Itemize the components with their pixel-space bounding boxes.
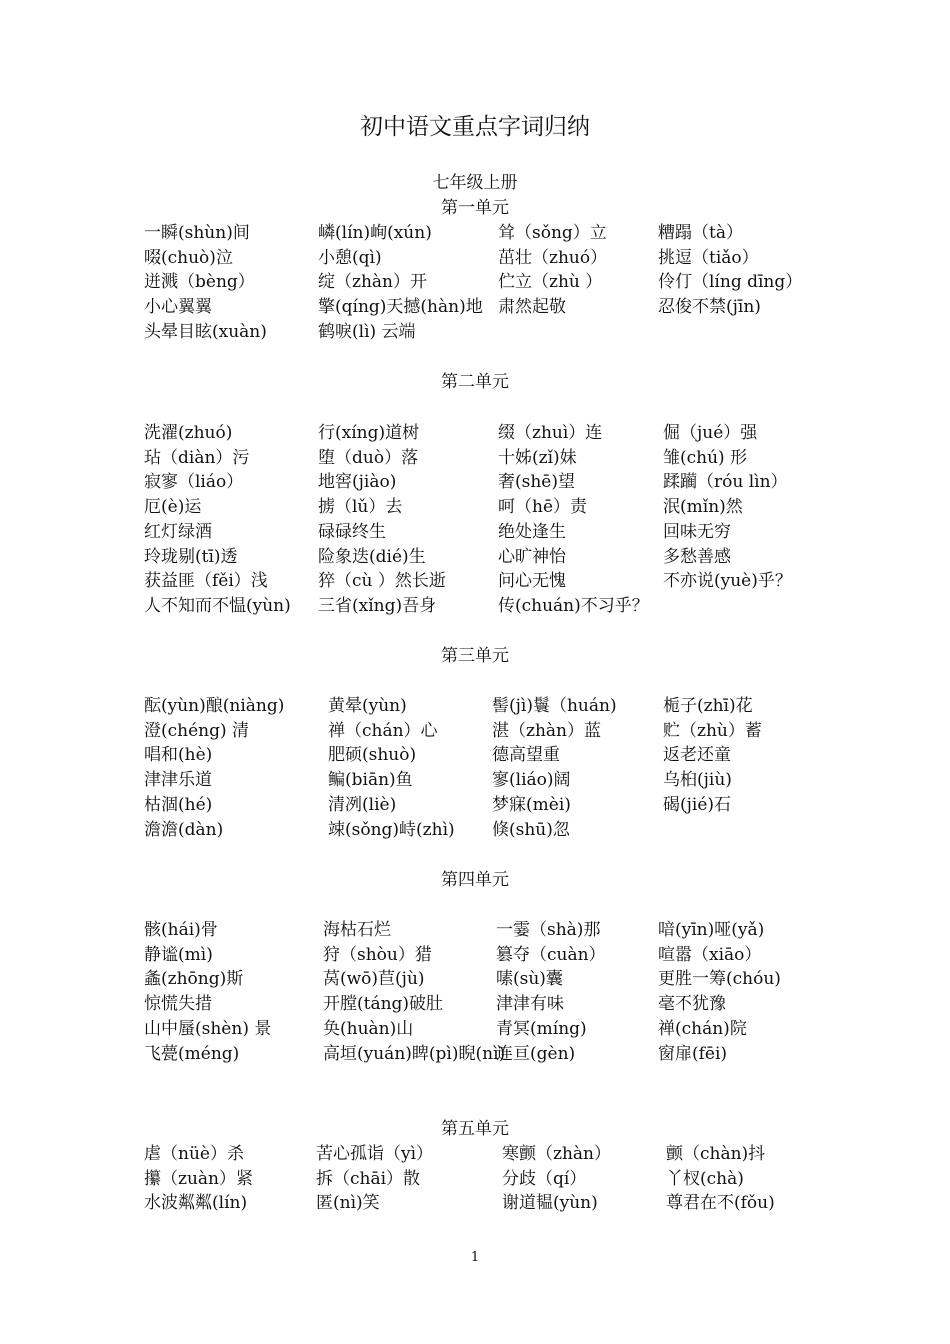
vocab-term: 十姊(zǐ)妹	[498, 447, 577, 468]
vocab-term: 一瞬(shùn)间	[144, 223, 250, 243]
vocab-term: 寒颤（zhàn）	[502, 1144, 611, 1164]
vocab-row	[0, 915, 950, 939]
vocab-term: 掳（lǔ）去	[318, 497, 403, 518]
vocab-term: 迸溅（bèng）	[144, 272, 255, 293]
vocab-term: 传(chuán)不习乎？	[498, 595, 649, 616]
vocab-row	[0, 1014, 950, 1038]
vocab-term: 海枯石烂	[323, 920, 391, 940]
vocab-term: 返老还童	[663, 745, 731, 766]
vocab-term: 湛（zhàn）蓝	[492, 720, 601, 741]
vocab-term: 寂寥（liáo）	[144, 472, 244, 493]
vocab-row	[0, 1164, 950, 1188]
vocab-row	[0, 418, 950, 442]
vocab-term: 开膛(táng)破肚	[323, 994, 444, 1015]
vocab-row	[0, 691, 950, 715]
vocab-term: 倏(shū)忽	[492, 819, 570, 840]
vocab-term: 小憩(qì)	[318, 247, 382, 268]
vocab-row	[0, 517, 950, 541]
vocab-term: 乌桕(jiù)	[663, 770, 732, 791]
vocab-term: 苦心孤诣（yì）	[316, 1144, 434, 1164]
vocab-row	[0, 243, 950, 267]
vocab-term: 惊慌失措	[144, 994, 212, 1015]
vocab-term: 德高望重	[492, 745, 560, 766]
vocab-term: 静谧(mì)	[144, 944, 213, 965]
vocab-term: 挑逗（tiǎo）	[658, 247, 759, 268]
vocab-term: 狩（shòu）猎	[323, 944, 432, 965]
vocab-term: 嗉(sù)囊	[496, 969, 563, 990]
vocab-term: 竦(sǒng)峙(zhì)	[328, 819, 455, 840]
vocab-term: 泯(mǐn)然	[663, 497, 743, 518]
vocab-term: 津津乐道	[144, 770, 212, 791]
vocab-term: 多愁善感	[663, 546, 731, 567]
vocab-term: 连亘(gèn)	[496, 1043, 576, 1064]
vocab-term: 不亦说(yuè)乎？	[663, 571, 792, 592]
vocab-term: 谢道韫(yùn)	[502, 1193, 598, 1214]
vocab-term: 髻(jì)鬟（huán)	[492, 696, 617, 716]
vocab-term: 骸(hái)骨	[144, 920, 218, 940]
vocab-row	[0, 1139, 950, 1163]
vocab-term: 尊君在不(fǒu)	[666, 1193, 775, 1214]
vocab-term: 碣(jié)石	[663, 794, 732, 815]
unit-heading: 第四单元	[441, 870, 509, 890]
vocab-term: 获益匪（fěi）浅	[144, 571, 268, 592]
vocab-term: 小心翼翼	[144, 297, 212, 318]
vocab-row	[0, 964, 950, 988]
vocab-term: 玲珑剔(tī)透	[144, 546, 238, 567]
vocab-row	[0, 492, 950, 516]
vocab-row	[0, 467, 950, 491]
vocab-row	[0, 591, 950, 615]
vocab-term: 肃然起敬	[498, 297, 566, 318]
vocab-term: 螽(zhōng)斯	[144, 969, 244, 990]
vocab-term: 贮（zhù）蓄	[663, 720, 762, 741]
vocab-term: 喑(yīn)哑(yǎ)	[658, 920, 765, 940]
vocab-term: 玷（diàn）污	[144, 447, 250, 468]
vocab-term: 心旷神怡	[498, 546, 566, 567]
vocab-term: 肥硕(shuò)	[328, 745, 417, 766]
vocab-term: 呵（hē）责	[498, 497, 588, 518]
vocab-term: 地窖(jiào)	[318, 472, 397, 493]
vocab-term: 喧嚣（xiāo）	[658, 944, 762, 965]
vocab-term: 人不知而不愠(yùn)	[144, 595, 291, 616]
vocab-term: 寥(liáo)阔	[492, 770, 571, 791]
vocab-row	[0, 765, 950, 789]
vocab-row	[0, 1039, 950, 1063]
vocab-term: 险象迭(dié)生	[318, 546, 426, 567]
vocab-term: 毫不犹豫	[658, 994, 726, 1015]
vocab-term: 猝（cù ）然长逝	[318, 571, 446, 592]
vocab-term: 青冥(míng)	[496, 1018, 587, 1039]
vocab-term: 回味无穷	[663, 521, 731, 542]
vocab-term: 鹤唳(lì) 云端	[318, 321, 416, 342]
vocab-term: 洗濯(zhuó)	[144, 423, 233, 443]
vocab-term: 一霎（shà)那	[496, 920, 601, 940]
vocab-term: 篡夺（cuàn）	[496, 944, 606, 965]
vocab-term: 绽（zhàn）开	[318, 272, 427, 293]
vocab-term: 茁壮（zhuó）	[498, 247, 608, 268]
vocab-term: 唱和(hè)	[144, 745, 213, 766]
vocab-term: 糟蹋（tà）	[658, 223, 743, 243]
vocab-term: 颤（chàn)抖	[666, 1144, 766, 1164]
vocab-row	[0, 542, 950, 566]
vocab-term: 耸（sǒng）立	[498, 223, 607, 243]
unit-heading: 第三单元	[441, 646, 509, 666]
vocab-row	[0, 218, 950, 242]
vocab-term: 高垣(yuán)睥(pì)睨(nì)	[323, 1043, 506, 1064]
vocab-row	[0, 790, 950, 814]
unit-heading: 第一单元	[441, 198, 509, 218]
vocab-row	[0, 1188, 950, 1212]
vocab-term: 窗扉(fēi)	[658, 1043, 728, 1064]
vocab-term: 缀（zhuì）连	[498, 423, 603, 443]
vocab-term: 奢(shē)望	[498, 472, 575, 493]
page-number: 1	[470, 1250, 480, 1265]
vocab-term: 分歧（qí）	[502, 1168, 587, 1189]
vocab-term: 莴(wō)苣(jù)	[323, 969, 425, 990]
vocab-term: 忍俊不禁(jīn)	[658, 297, 761, 318]
vocab-term: 绝处逢生	[498, 521, 566, 542]
vocab-term: 丫杈(chà)	[666, 1168, 744, 1189]
vocab-term: 禅(chán)院	[658, 1018, 747, 1039]
vocab-term: 红灯绿酒	[144, 521, 212, 542]
vocab-term: 鳊(biān)鱼	[328, 770, 413, 791]
vocab-row	[0, 716, 950, 740]
grade-heading: 七年级上册	[432, 173, 518, 193]
vocab-term: 枯涸(hé)	[144, 794, 213, 815]
vocab-term: 澄(chéng) 清	[144, 720, 250, 741]
vocab-row	[0, 940, 950, 964]
vocab-term: 攥（zuàn）紧	[144, 1168, 253, 1189]
vocab-row	[0, 443, 950, 467]
vocab-row	[0, 740, 950, 764]
vocab-term: 三省(xǐng)吾身	[318, 595, 437, 616]
vocab-row	[0, 292, 950, 316]
vocab-row	[0, 566, 950, 590]
vocab-term: 啜(chuò)泣	[144, 247, 233, 268]
vocab-term: 匿(nì)笑	[316, 1193, 380, 1214]
vocab-term: 擎(qíng)天撼(hàn)地	[318, 297, 483, 318]
unit-heading: 第二单元	[441, 372, 509, 392]
vocab-term: 山中蜃(shèn) 景	[144, 1018, 272, 1039]
vocab-term: 伫立（zhù ）	[498, 272, 603, 293]
vocab-term: 黄晕(yùn)	[328, 696, 407, 716]
vocab-row	[0, 989, 950, 1013]
vocab-term: 奂(huàn)山	[323, 1018, 414, 1039]
vocab-term: 澹澹(dàn)	[144, 819, 224, 840]
vocab-term: 水波粼粼(lín)	[144, 1193, 248, 1214]
vocab-term: 伶仃（líng dīng）	[658, 272, 803, 293]
vocab-term: 碌碌终生	[318, 521, 386, 542]
vocab-term: 倔（jué）强	[663, 423, 758, 443]
vocab-term: 嶙(lín)峋(xún)	[318, 223, 432, 243]
vocab-term: 厄(è)运	[144, 497, 202, 518]
vocab-term: 虐（nüè）杀	[144, 1144, 244, 1164]
vocab-term: 津津有味	[496, 994, 564, 1015]
vocab-term: 清冽(liè)	[328, 794, 397, 815]
vocab-row	[0, 317, 950, 341]
vocab-term: 更胜一筹(chóu)	[658, 969, 781, 990]
vocab-row	[0, 267, 950, 291]
unit-heading: 第五单元	[441, 1119, 509, 1139]
vocab-term: 问心无愧	[498, 571, 566, 592]
page-title: 初中语文重点字词归纳	[360, 114, 590, 140]
vocab-term: 酝(yùn)酿(niàng)	[144, 696, 285, 716]
vocab-row	[0, 815, 950, 839]
vocab-term: 梦寐(mèi)	[492, 794, 571, 815]
vocab-term: 堕（duò）落	[318, 447, 419, 468]
vocab-term: 栀子(zhī)花	[663, 696, 753, 716]
vocab-term: 蹂躏（róu lìn）	[663, 472, 788, 493]
vocab-term: 拆（chāi）散	[316, 1168, 421, 1189]
vocab-term: 雏(chú) 形	[663, 447, 748, 468]
vocab-term: 禅（chán）心	[328, 720, 438, 741]
vocab-term: 头晕目眩(xuàn)	[144, 321, 267, 342]
vocab-term: 行(xíng)道树	[318, 423, 420, 443]
vocab-term: 飞甍(méng)	[144, 1043, 240, 1064]
